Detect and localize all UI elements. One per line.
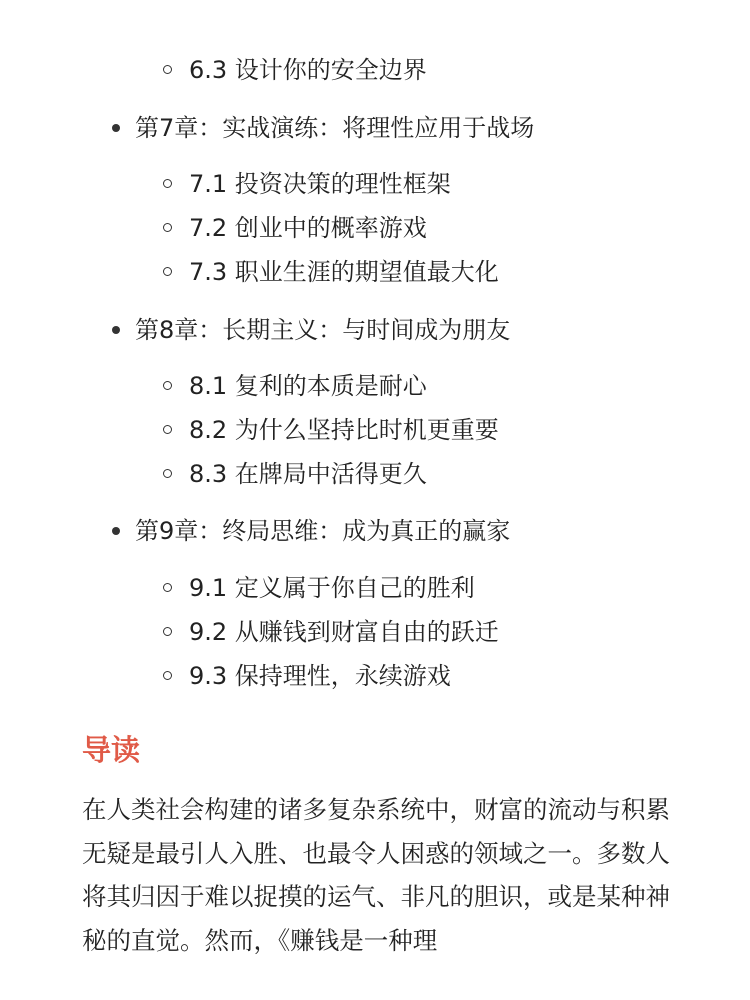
intro-paragraph: 在人类社会构建的诸多复杂系统中，财富的流动与积累无疑是最引人入胜、也最令人困惑的领域之一。多数人将其归因于难以捉摸的运气、非凡的胆识，或是某种神秘的直觉。然而，《赚钱是一种理 — [82, 795, 670, 955]
intro-heading: 导读 — [82, 733, 141, 767]
toc-section-6-3[interactable]: 6.3 设计你的安全边界 — [189, 56, 427, 84]
toc-section-8-1[interactable]: 8.1 复利的本质是耐心 — [189, 372, 427, 400]
toc-section-9-1[interactable]: 9.1 定义属于你自己的胜利 — [189, 574, 475, 602]
toc-chapter-9[interactable]: 第9章：终局思维：成为真正的赢家 — [135, 517, 511, 545]
toc-section-9-3[interactable]: 9.3 保持理性，永续游戏 — [189, 662, 451, 690]
toc-chapter-8[interactable]: 第8章：长期主义：与时间成为朋友 — [135, 316, 511, 344]
toc-section-8-3[interactable]: 8.3 在牌局中活得更久 — [189, 460, 427, 488]
toc-chapter-7[interactable]: 第7章：实战演练：将理性应用于战场 — [135, 114, 535, 142]
toc-section-8-2[interactable]: 8.2 为什么坚持比时机更重要 — [189, 416, 499, 444]
toc-section-7-3[interactable]: 7.3 职业生涯的期望值最大化 — [189, 258, 499, 286]
toc-section-9-2[interactable]: 9.2 从赚钱到财富自由的跃迁 — [189, 618, 499, 646]
toc-section-7-2[interactable]: 7.2 创业中的概率游戏 — [189, 214, 427, 242]
toc-section-7-1[interactable]: 7.1 投资决策的理性框架 — [189, 170, 451, 198]
